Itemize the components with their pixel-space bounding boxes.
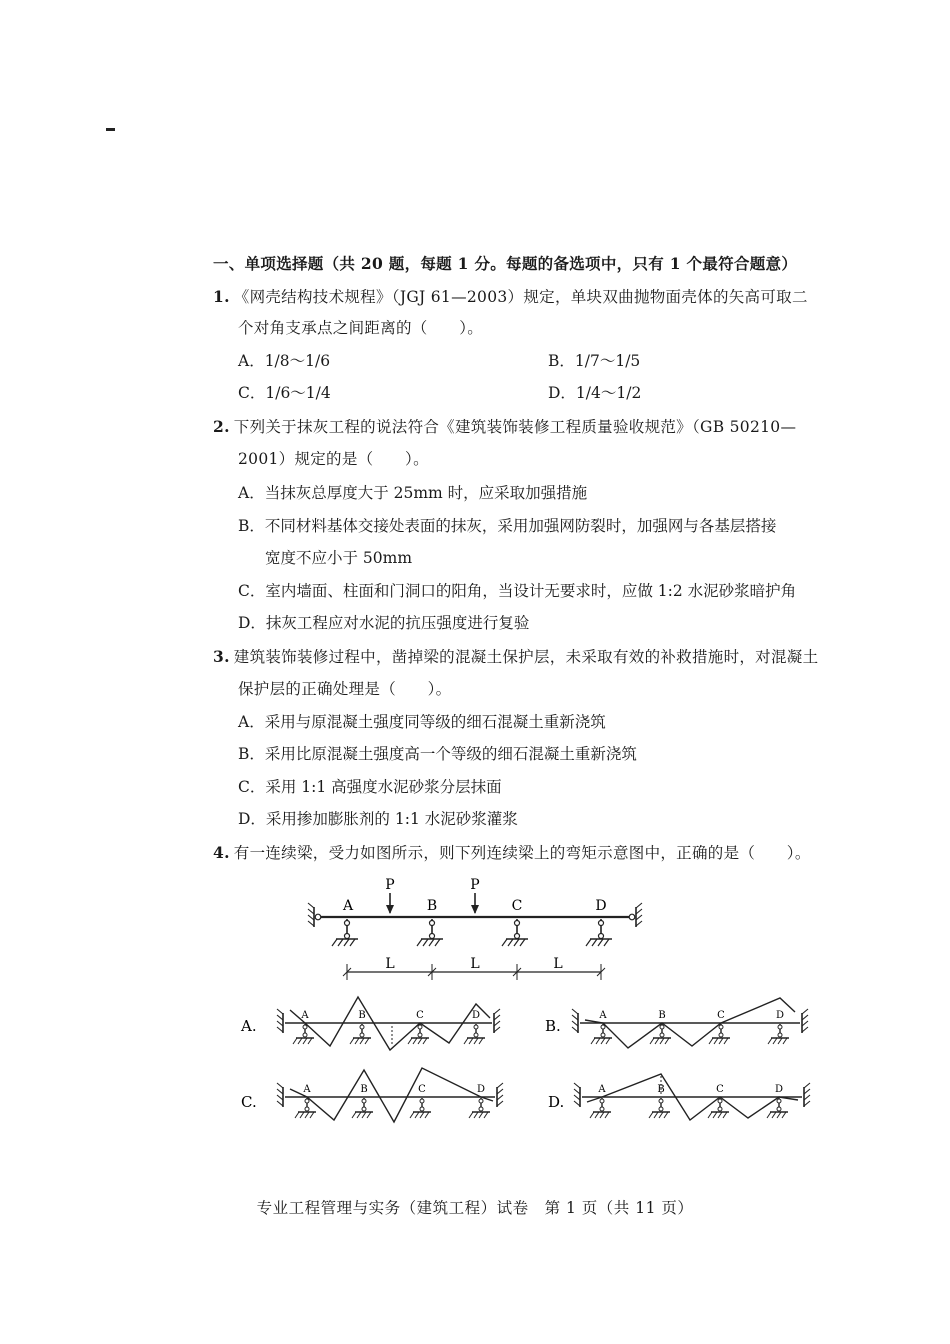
moment-diagram-c[interactable] bbox=[241, 1068, 503, 1122]
fixed-end-right bbox=[636, 903, 642, 927]
question-2-number: 2. bbox=[213, 417, 230, 436]
main-beam-diagram bbox=[308, 877, 642, 980]
svg-text:B: B bbox=[358, 1010, 366, 1021]
svg-text:B: B bbox=[360, 1084, 368, 1095]
svg-text:D: D bbox=[476, 1084, 486, 1095]
question-3-option-b[interactable]: B．采用比原混凝土强度高一个等级的细石混凝土重新浇筑 bbox=[238, 745, 637, 763]
question-1-number: 1. bbox=[213, 287, 230, 306]
support-label-a: A bbox=[342, 898, 354, 914]
svg-text:A: A bbox=[598, 1084, 606, 1095]
choice-label-b: B. bbox=[545, 1017, 561, 1035]
svg-text:A: A bbox=[599, 1010, 607, 1021]
moment-diagram-a[interactable] bbox=[240, 997, 500, 1050]
svg-text:D: D bbox=[774, 1084, 784, 1095]
svg-text:A: A bbox=[301, 1010, 309, 1021]
question-3-option-d[interactable]: D．采用掺加膨胀剂的 1:1 水泥砂浆灌浆 bbox=[238, 810, 518, 828]
question-3-option-a[interactable]: A．采用与原混凝土强度同等级的细石混凝土重新浇筑 bbox=[238, 713, 606, 731]
svg-text:A: A bbox=[303, 1084, 311, 1095]
svg-text:C: C bbox=[418, 1084, 426, 1095]
fixed-end-left bbox=[308, 903, 314, 927]
span-label-2: L bbox=[470, 956, 480, 972]
support-label-d: D bbox=[595, 898, 607, 914]
svg-text:C: C bbox=[716, 1084, 724, 1095]
support-label-b: B bbox=[426, 898, 438, 914]
support-b bbox=[417, 919, 443, 946]
question-3-stem-1: 建筑装饰装修过程中，凿掉梁的混凝土保护层，未采取有效的补救措施时，对混凝土 bbox=[233, 648, 819, 666]
question-1-option-d[interactable]: D．1/4～1/2 bbox=[548, 384, 642, 402]
support-label-c: C bbox=[511, 898, 523, 914]
question-1-stem-2: 个对角支承点之间距离的（ ）。 bbox=[238, 319, 484, 337]
question-1-option-b[interactable]: B．1/7～1/5 bbox=[548, 352, 641, 370]
question-2-option-a[interactable]: A．当抹灰总厚度大于 25mm 时，应采取加强措施 bbox=[238, 484, 588, 502]
moment-diagram-d[interactable] bbox=[548, 1074, 810, 1120]
choice-label-d: D. bbox=[548, 1093, 565, 1111]
question-1-stem-1: 《网壳结构技术规程》（JGJ 61—2003）规定，单块双曲抛物面壳体的矢高可取二 bbox=[233, 288, 808, 306]
moment-diagram-b[interactable] bbox=[545, 998, 808, 1048]
span-label-3: L bbox=[553, 956, 563, 972]
svg-text:D: D bbox=[471, 1010, 481, 1021]
question-2-option-b-cont: 宽度不应小于 50mm bbox=[265, 549, 413, 567]
question-4-number: 4. bbox=[213, 843, 230, 862]
question-2-option-c[interactable]: C．室内墙面、柱面和门洞口的阳角，当设计无要求时，应做 1:2 水泥砂浆暗护角 bbox=[238, 582, 797, 600]
span-label-1: L bbox=[385, 956, 395, 972]
question-1-option-c[interactable]: C．1/6～1/4 bbox=[238, 384, 331, 402]
support-c bbox=[502, 919, 528, 946]
support-d bbox=[586, 919, 612, 946]
load-label-2: P bbox=[470, 877, 480, 893]
svg-text:C: C bbox=[416, 1010, 424, 1021]
section-title: 一、单项选择题（共 20 题，每题 1 分。每题的备选项中，只有 1 个最符合题意） bbox=[213, 254, 798, 273]
question-2-option-d[interactable]: D．抹灰工程应对水泥的抗压强度进行复验 bbox=[238, 614, 530, 632]
question-1-option-a[interactable]: A．1/8～1/6 bbox=[238, 352, 331, 370]
question-2-stem-2: 2001）规定的是（ ）。 bbox=[238, 450, 429, 468]
svg-text:B: B bbox=[658, 1010, 666, 1021]
svg-text:D: D bbox=[775, 1010, 785, 1021]
question-2-option-b[interactable]: B．不同材料基体交接处表面的抹灰，采用加强网防裂时，加强网与各基层搭接 bbox=[238, 517, 777, 535]
svg-text:C: C bbox=[717, 1010, 725, 1021]
choice-label-c: C. bbox=[241, 1093, 257, 1111]
question-4-stem-1: 有一连续梁，受力如图所示，则下列连续梁上的弯矩示意图中，正确的是（ ）。 bbox=[233, 844, 811, 862]
load-label-1: P bbox=[385, 877, 395, 893]
support-a bbox=[332, 919, 358, 946]
choice-label-a: A. bbox=[241, 1017, 257, 1035]
question-3-option-c[interactable]: C．采用 1:1 高强度水泥砂浆分层抹面 bbox=[238, 778, 502, 796]
svg-text:B: B bbox=[657, 1084, 665, 1095]
question-3-number: 3. bbox=[213, 647, 230, 666]
page-footer: 专业工程管理与实务（建筑工程）试卷 第 1 页（共 11 页） bbox=[256, 1199, 694, 1217]
question-3-stem-2: 保护层的正确处理是（ ）。 bbox=[238, 680, 452, 698]
question-2-stem-1: 下列关于抹灰工程的说法符合《建筑装饰装修工程质量验收规范》（GB 50210— bbox=[233, 418, 797, 436]
